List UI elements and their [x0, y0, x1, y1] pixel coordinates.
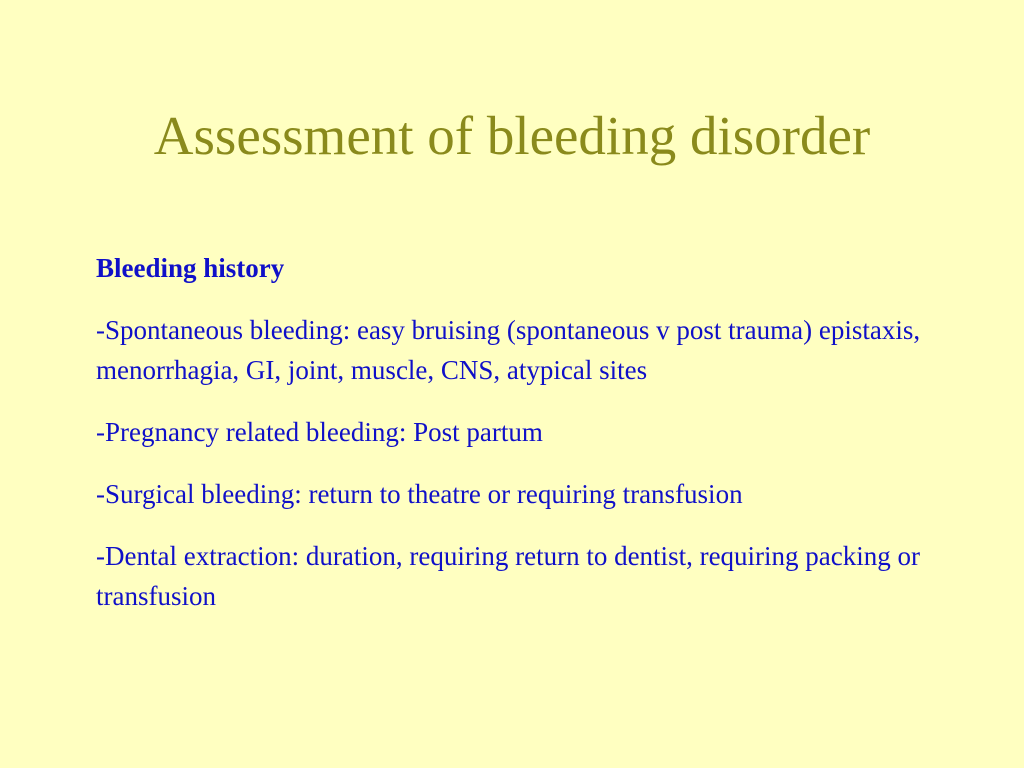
section-heading: Bleeding history: [96, 253, 285, 283]
bullet-dental-extraction: -Dental extraction: duration, requiring return to dentist, requiring packing or transfusion: [96, 541, 921, 611]
bullet-pregnancy-bleeding: -Pregnancy related bleeding: Post partum: [96, 417, 543, 447]
bullet-spontaneous-bleeding: -Spontaneous bleeding: easy bruising (spontaneous v post trauma) epistaxis, menorrhagia, GI, joint, muscle, CNS, atypical sites: [96, 315, 921, 385]
bullet-surgical-bleeding: -Surgical bleeding: return to theatre or requiring transfusion: [96, 479, 743, 509]
slide-title: Assessment of bleeding disorder: [153, 105, 871, 166]
slide-body: [96, 248, 936, 638]
